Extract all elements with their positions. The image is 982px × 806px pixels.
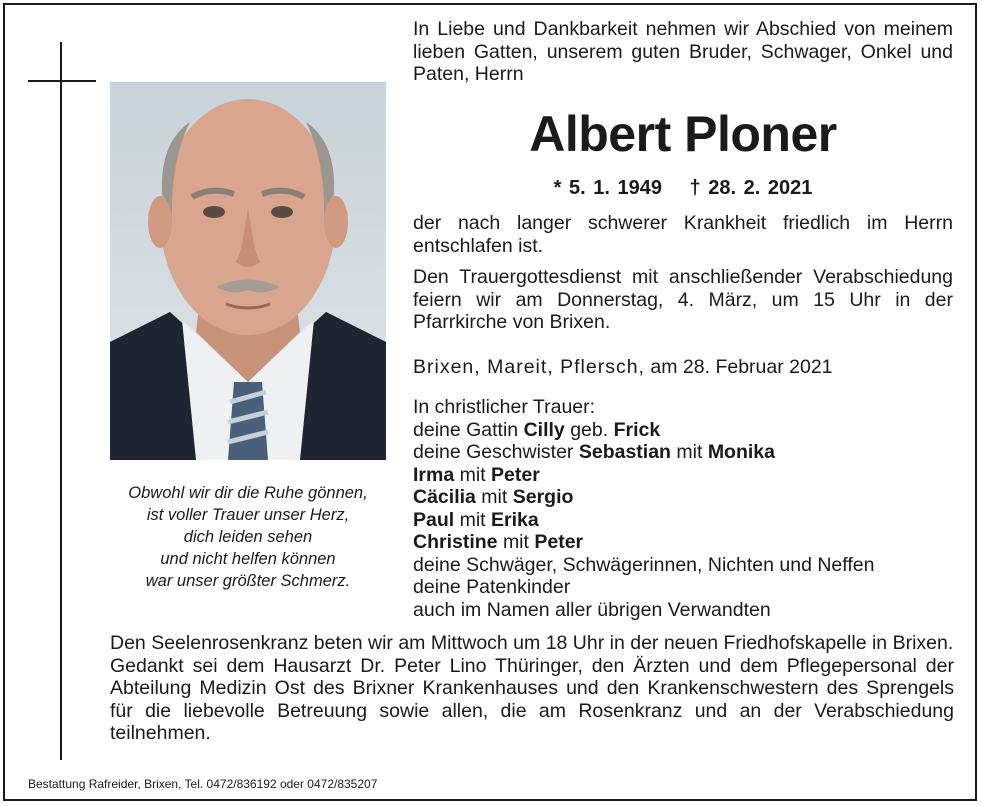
birth-date: * 5. 1. 1949 xyxy=(553,177,662,199)
sibling-name: Irma xyxy=(413,463,455,486)
connector: mit xyxy=(459,463,486,486)
closing-text xyxy=(110,632,954,745)
relatives-line: deine Schwäger, Schwägerinnen, Nichten und Neffen xyxy=(413,553,875,576)
sibling-line xyxy=(413,531,953,554)
life-dates xyxy=(413,176,953,200)
places: Brixen, Mareit, Pflersch, xyxy=(413,356,645,378)
others-line: auch im Namen aller übrigen Verwandten xyxy=(413,598,771,621)
verse-line: war unser größter Schmerz. xyxy=(145,572,351,590)
partner-name: Sergio xyxy=(512,486,574,508)
verse-line: dich leiden sehen xyxy=(183,528,313,546)
sibling-name: Christine xyxy=(413,531,498,553)
wife-line xyxy=(413,419,953,442)
memorial-verse xyxy=(108,482,388,592)
deceased-name: Albert Ploner xyxy=(529,106,837,162)
notice-date: am 28. Februar 2021 xyxy=(650,356,833,378)
partner-name: Peter xyxy=(534,531,584,553)
intro-text: In Liebe und Dankbarkeit nehmen wir Abschied von meinem lieben Gatten, unserem guten Bruder, Schwager, Onkel und Paten, Herrn xyxy=(413,18,953,85)
sibling-line xyxy=(413,486,953,509)
partner-name: Monika xyxy=(707,441,775,463)
wife-prefix: deine Gattin xyxy=(413,418,519,441)
cross-icon-bar xyxy=(28,80,96,82)
service-text: Den Trauergottesdienst mit anschließender Verabschiedung feiern wir am Donnerstag, 4. März, um 15 Uhr in der Pfarrkirche von Brixen. xyxy=(413,266,953,333)
sibling-line xyxy=(413,464,953,487)
wife-name: Cilly xyxy=(523,418,565,441)
cross-icon xyxy=(60,42,62,760)
sibling-name: Cäcilia xyxy=(413,486,476,508)
sibling-line xyxy=(413,509,953,532)
verse-line: und nicht helfen können xyxy=(160,550,336,568)
thanks-text: Gedankt sei dem Hausarzt Dr. Peter Lino Thüringer, den Ärzten und dem Pflegepersonal der Abteilung Medizin Ost des Brixner Krankenhauses und den Krankenschwestern des Sprengels für die liebevolle Betreuung sowie allen, die am Rosenkranz und an der Verabschiedung teilnehmen. xyxy=(110,654,954,744)
funeral-home-footer: Bestattung Rafreider, Brixen, Tel. 0472/836192 oder 0472/835207 xyxy=(28,777,378,791)
verse-line: Obwohl wir dir die Ruhe gönnen, xyxy=(128,484,368,502)
godchildren-line: deine Patenkinder xyxy=(413,576,571,598)
sibling-name: Paul xyxy=(413,508,455,531)
wife-born: geb. xyxy=(570,418,609,441)
partner-name: Erika xyxy=(491,508,539,531)
connector: mit xyxy=(676,441,703,463)
verse-line: ist voller Trauer unser Herz, xyxy=(146,506,350,524)
place-date xyxy=(413,356,953,379)
wife-maiden-name: Frick xyxy=(613,418,661,441)
mourners-list xyxy=(413,396,953,621)
partner-name: Peter xyxy=(491,463,540,486)
connector: mit xyxy=(481,486,508,508)
portrait-photo xyxy=(110,82,386,460)
connector: mit xyxy=(459,508,486,531)
rosary-text: Den Seelenrosenkranz beten wir am Mittwoch um 18 Uhr in der neuen Friedhofskapelle in Brixen. xyxy=(110,632,954,654)
sibling-name: Sebastian xyxy=(578,441,671,463)
siblings-prefix: deine Geschwister xyxy=(413,441,574,463)
passing-text: der nach langer schwerer Krankheit friedlich im Herrn entschlafen ist. xyxy=(413,212,953,257)
connector: mit xyxy=(502,531,529,553)
mourners-heading: In christlicher Trauer: xyxy=(413,396,596,418)
death-date: † 28. 2. 2021 xyxy=(689,177,813,199)
siblings-line xyxy=(413,441,953,464)
